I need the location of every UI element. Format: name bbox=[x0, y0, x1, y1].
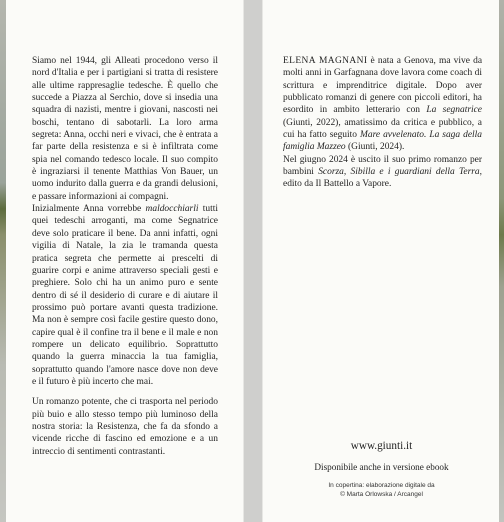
credit-line-2: © Marta Orlowska / Arcangel bbox=[340, 491, 423, 498]
bio-paragraph-2 bbox=[283, 154, 482, 191]
front-flap bbox=[6, 0, 244, 522]
book-title-1: La segnatrice bbox=[426, 105, 482, 116]
book-title-2: Mare avvelenato. La saga della famiglia Mazzeo bbox=[283, 130, 482, 153]
book-title-3: Scorza, Sibilla e i guardiani della Terra bbox=[318, 167, 480, 178]
bio-text-4: Nel giugno 2024 è uscito il suo primo romanzo per bambini bbox=[283, 154, 482, 178]
publisher-website: www.giunti.it bbox=[350, 440, 413, 452]
synopsis-p2-start: Inizialmente Anna vorrebbe bbox=[32, 204, 146, 215]
back-flap bbox=[262, 0, 499, 522]
flap-gap bbox=[244, 0, 262, 522]
credit-line-1: In copertina: elaborazione digitale da bbox=[328, 482, 435, 489]
bio-text-3: (Giunti, 2024). bbox=[345, 142, 405, 153]
synopsis-p2-italic: maldocchiarli bbox=[145, 204, 199, 215]
synopsis bbox=[32, 55, 218, 458]
author-bio bbox=[283, 55, 482, 191]
synopsis-paragraph-2 bbox=[32, 203, 218, 388]
ebook-note: Disponibile anche in versione ebook bbox=[314, 462, 449, 472]
bio-text-2: (Giunti, 2022), amatissimo da critica e pubblico, a cui ha fatto seguito bbox=[283, 117, 482, 141]
cover-credits bbox=[263, 481, 500, 499]
synopsis-paragraph-1: Siamo nel 1944, gli Alleati procedono verso il nord d'Italia e per i partigiani si tratta di resistere alle ultime rappresaglie tedesche. È quello che succede a Piazza al Serchio, dove si insedia una squadra di nazisti, mentre i giovani, nascosti nei boschi, tentano di sabotarli. La loro arma segreta: Anna, occhi neri e vivaci, che è entrata a far parte della resistenza e si è infiltrata come spia nel comando tedesco locale. Il suo compito è ingraziarsi il tenente Matthias Von Bauer, un uomo indurito dalla guerra e da grandi delusioni, e passare informazioni ai compagni. bbox=[32, 56, 218, 202]
author-name: ELENA MAGNANI bbox=[283, 56, 368, 66]
bio-text-1: è nata a Genova, ma vive da molti anni in Garfagnana dove lavora come coach di scrittura e imprenditrice digitale. Dopo aver pubblicato romanzi di genere con piccoli editori, ha esordito in ambito letterario con bbox=[283, 56, 483, 116]
bio-text-5: , edito da Il Battello a Vapore. bbox=[283, 167, 483, 190]
synopsis-p2-end: tutti quei tedeschi arroganti, ma come Segnatrice deve solo praticare il bene. Da anni infatti, ogni vigilia di Natale, la zia le tramanda questa pratica segreta che permette ai prescelti di guarire corpi e anime attraverso speciali gesti e preghiere. Solo chi ha un animo puro e sente dentro di sé il desiderio di curare e di aiutare il prossimo può portare avanti questa tradizione. Ma non è sempre così facile gestire questo dono, capire qual è il confine tra il bene e il male e non rompere un delicato equilibrio. Soprattutto quando la guerra minaccia la tua famiglia, soprattutto quando l'amore nasce dove non deve e il futuro è più incerto che mai. bbox=[32, 204, 218, 387]
synopsis-paragraph-3: Un romanzo potente, che ci trasporta nel periodo più buio e allo stesso tempo più luminoso della nostra storia: la Resistenza, che fa da sfondo a vicende ricche di fascino ed emozione e a un intreccio di sentimenti contrastanti. bbox=[32, 397, 218, 457]
bio-paragraph-1 bbox=[283, 55, 482, 154]
